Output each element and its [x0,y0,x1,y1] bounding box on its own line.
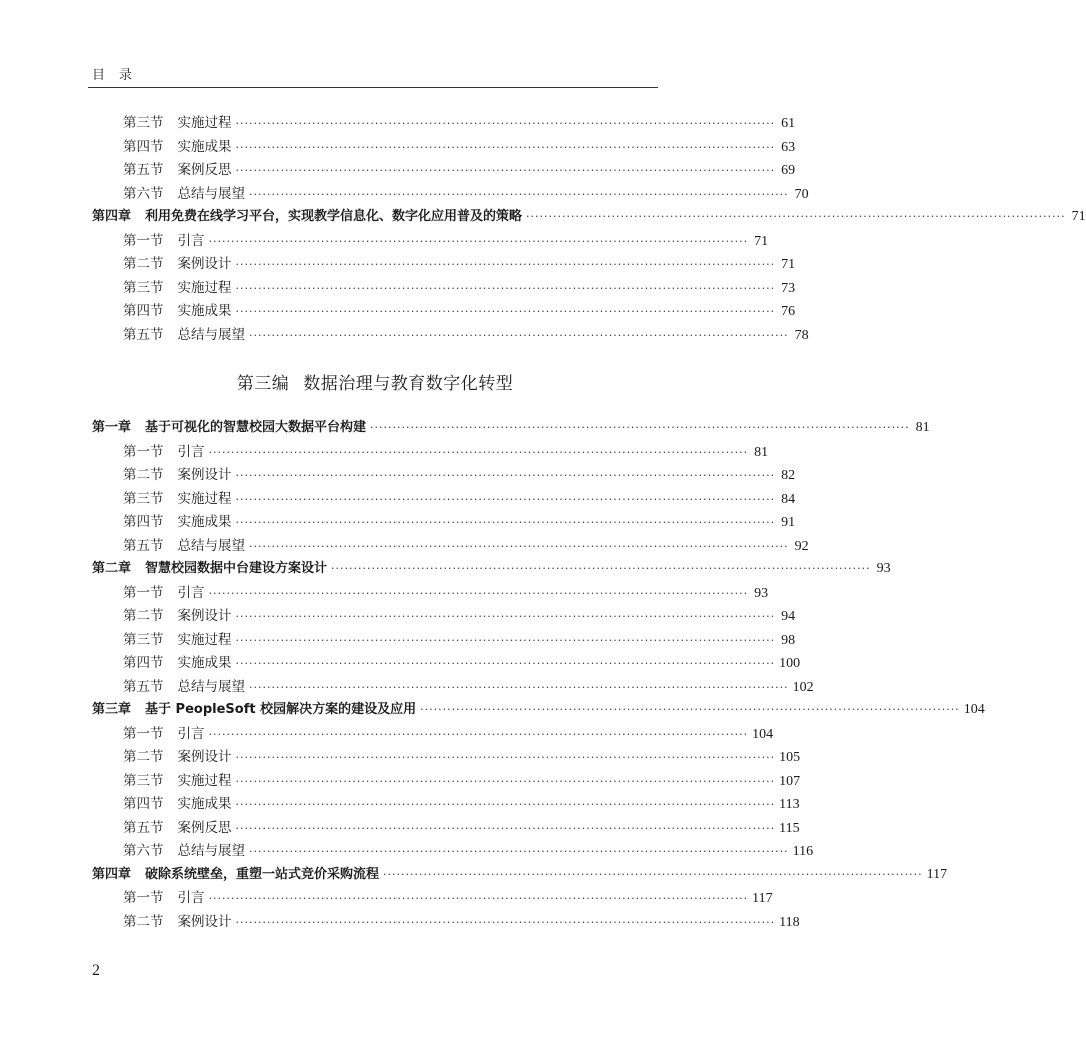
dot-leader: ························································································································ [249,845,789,858]
entry-number: 第五节 [123,162,164,178]
dot-leader: ························································································································ [208,234,749,248]
dot-leader: ························································································································ [208,727,749,741]
toc-section-entry[interactable] [92,158,796,182]
entry-page-number: 71 [1071,209,1086,224]
dot-leader: ························································································································ [370,421,910,434]
toc-chapter-entry[interactable] [92,557,891,581]
dot-leader: ························································································································ [235,751,776,764]
entry-number: 第一节 [123,232,164,249]
entry-title: 实施成果 [177,303,232,319]
toc-section-entry[interactable] [92,276,796,300]
entry-title: 案例反思 [177,819,232,836]
toc-group-part-two-tail [92,111,1086,346]
dot-leader: ························································································································ [235,633,776,647]
entry-number: 第三节 [123,772,164,789]
entry-title: 实施过程 [177,115,232,131]
toc-section-entry[interactable] [92,440,769,464]
dot-leader: ························································································································ [235,774,776,788]
toc-section-entry[interactable] [92,604,796,628]
toc-section-entry[interactable] [92,323,809,347]
entry-page-number: 63 [781,139,796,155]
entry-page-number: 71 [781,257,796,272]
entry-title: 引言 [177,443,205,460]
dot-leader: ························································································································ [208,892,749,905]
toc-section-entry[interactable] [92,792,800,816]
dot-leader: ························································································································ [235,281,776,295]
entry-title: 破除系统壁垒，重塑一站式竞价采购流程 [145,866,380,882]
entry-page-number: 93 [754,585,769,601]
dot-leader: ························································································································ [235,516,776,529]
entry-number: 第二章 [92,561,132,576]
entry-number: 第一章 [92,420,132,435]
entry-number: 第四章 [92,866,132,882]
entry-number: 第六节 [123,185,164,202]
entry-page-number: 84 [781,491,796,507]
entry-number: 第三章 [92,702,132,717]
entry-number: 第一节 [123,725,164,742]
entry-page-number: 104 [752,726,774,742]
toc-section-entry[interactable] [92,463,796,487]
dot-leader: ························································································································ [235,140,776,154]
entry-title: 总结与展望 [177,537,245,554]
entry-number: 第三节 [123,490,164,507]
toc-section-entry[interactable] [92,886,773,910]
entry-title: 实施过程 [177,631,232,648]
entry-page-number: 100 [779,656,801,671]
entry-title: 案例设计 [177,467,232,483]
dot-leader: ························································································································ [235,117,776,130]
entry-title: 实施成果 [177,796,232,812]
dot-leader: ························································································································ [420,703,960,716]
toc-section-entry[interactable] [92,722,774,746]
entry-page-number: 104 [963,702,985,717]
toc-group-part-three [92,416,985,933]
entry-page-number: 98 [781,632,796,648]
part-heading [92,346,658,416]
toc-chapter-entry[interactable] [92,205,1086,229]
toc-section-entry[interactable] [92,510,796,534]
dot-leader: ························································································································ [383,867,923,881]
entry-page-number: 117 [752,891,773,906]
entry-page-number: 70 [794,186,809,202]
entry-number: 第四节 [123,796,164,812]
entry-number: 第四节 [123,655,164,671]
entry-number: 第二节 [123,608,164,624]
dot-leader: ························································································································ [235,610,776,623]
entry-number: 第二节 [123,749,164,765]
entry-title: 总结与展望 [177,326,245,343]
entry-title: 案例设计 [177,913,232,930]
entry-page-number: 115 [779,820,800,836]
entry-title: 案例设计 [177,256,232,272]
dot-leader: ························································································································ [208,445,749,459]
entry-number: 第四节 [123,303,164,319]
dot-leader: ························································································································ [526,210,1066,223]
entry-title: 基于可视化的智慧校园大数据平台构建 [145,420,367,435]
dot-leader: ························································································································ [235,469,776,482]
table-of-contents [92,111,1086,933]
entry-title: 引言 [177,890,205,906]
entry-page-number: 117 [926,866,948,882]
entry-page-number: 92 [794,538,809,554]
entry-page-number: 82 [781,468,796,483]
entry-page-number: 93 [876,561,891,576]
dot-leader: ························································································································ [331,562,871,575]
entry-page-number: 73 [781,280,796,296]
entry-title: 案例设计 [177,749,232,765]
entry-number: 第五节 [123,819,164,836]
entry-title: 引言 [177,584,205,601]
dot-leader: ························································································································ [235,657,776,670]
dot-leader: ························································································································ [249,680,789,694]
entry-title: 引言 [177,725,205,742]
entry-page-number: 81 [754,444,769,460]
toc-section-entry[interactable] [92,628,796,652]
entry-title: 实施成果 [177,514,232,530]
toc-section-entry[interactable] [92,769,801,793]
entry-page-number: 71 [754,233,769,249]
dot-leader: ························································································································ [235,798,776,811]
entry-number: 第五节 [123,537,164,554]
entry-number: 第二节 [123,256,164,272]
toc-chapter-entry[interactable] [92,698,985,722]
entry-number: 第一节 [123,890,164,906]
entry-page-number: 116 [792,844,814,859]
running-header: 目录 [92,68,147,83]
entry-page-number: 81 [915,420,930,435]
entry-title: 案例反思 [177,162,232,178]
dot-leader: ························································································································ [249,187,789,201]
toc-section-entry[interactable] [92,675,814,699]
entry-page-number: 78 [794,327,809,343]
entry-page-number: 69 [781,163,796,178]
part-number: 第三编 [236,373,290,394]
toc-section-entry[interactable] [92,111,796,135]
entry-page-number: 105 [779,750,801,765]
dot-leader: ························································································································ [235,164,776,177]
entry-title: 总结与展望 [177,678,245,695]
entry-number: 第一节 [123,584,164,601]
entry-page-number: 76 [781,304,796,319]
toc-section-entry[interactable] [92,581,769,605]
entry-page-number: 91 [781,515,796,530]
entry-title: 实施过程 [177,279,232,296]
toc-section-entry[interactable] [92,745,801,769]
entry-number: 第三节 [123,279,164,296]
entry-title: 总结与展望 [177,185,245,202]
toc-section-entry[interactable] [92,299,796,323]
entry-title: 利用免费在线学习平台，实现教学信息化、数字化应用普及的策略 [145,209,523,224]
entry-number: 第五节 [123,678,164,695]
entry-title: 基于 PeopleSoft 校园解决方案的建设及应用 [145,702,417,717]
toc-section-entry[interactable] [92,252,796,276]
entry-page-number: 113 [779,797,800,812]
entry-page-number: 61 [781,116,796,131]
dot-leader: ························································································································ [235,915,776,929]
toc-section-entry[interactable] [92,839,814,863]
entry-number: 第四节 [123,138,164,155]
toc-section-entry[interactable] [92,182,809,206]
entry-title: 引言 [177,232,205,249]
toc-section-entry[interactable] [92,135,796,159]
toc-section-entry[interactable] [92,534,809,558]
entry-number: 第三节 [123,631,164,648]
toc-section-entry[interactable] [92,487,796,511]
header-rule [88,87,658,88]
page-number: 2 [92,962,100,979]
entry-title: 实施过程 [177,490,232,507]
dot-leader: ························································································································ [235,305,776,318]
toc-section-entry[interactable] [92,816,800,840]
entry-page-number: 118 [779,914,800,930]
entry-title: 总结与展望 [177,843,245,859]
toc-chapter-entry[interactable] [92,416,930,440]
dot-leader: ························································································································ [235,258,776,271]
entry-number: 第五节 [123,326,164,343]
dot-leader: ························································································································ [235,821,776,835]
entry-title: 实施成果 [177,138,232,155]
toc-section-entry[interactable] [92,229,769,253]
entry-number: 第三节 [123,115,164,131]
toc-section-entry[interactable] [92,651,801,675]
dot-leader: ························································································································ [249,539,789,553]
entry-number: 第二节 [123,467,164,483]
entry-title: 实施过程 [177,772,232,789]
entry-page-number: 107 [779,773,801,789]
entry-title: 智慧校园数据中台建设方案设计 [145,561,328,576]
entry-title: 案例设计 [177,608,232,624]
entry-page-number: 102 [792,679,814,695]
entry-number: 第四节 [123,514,164,530]
entry-title: 实施成果 [177,655,232,671]
toc-section-entry[interactable] [92,910,800,934]
entry-number: 第四章 [92,209,132,224]
entry-number: 第一节 [123,443,164,460]
dot-leader: ························································································································ [235,492,776,506]
dot-leader: ························································································································ [249,328,789,342]
part-title: 数据治理与教育数字化转型 [303,373,514,394]
entry-number: 第六节 [123,843,164,859]
toc-chapter-entry[interactable] [92,863,948,887]
dot-leader: ························································································································ [208,586,749,600]
entry-page-number: 94 [781,609,796,624]
entry-number: 第二节 [123,913,164,930]
